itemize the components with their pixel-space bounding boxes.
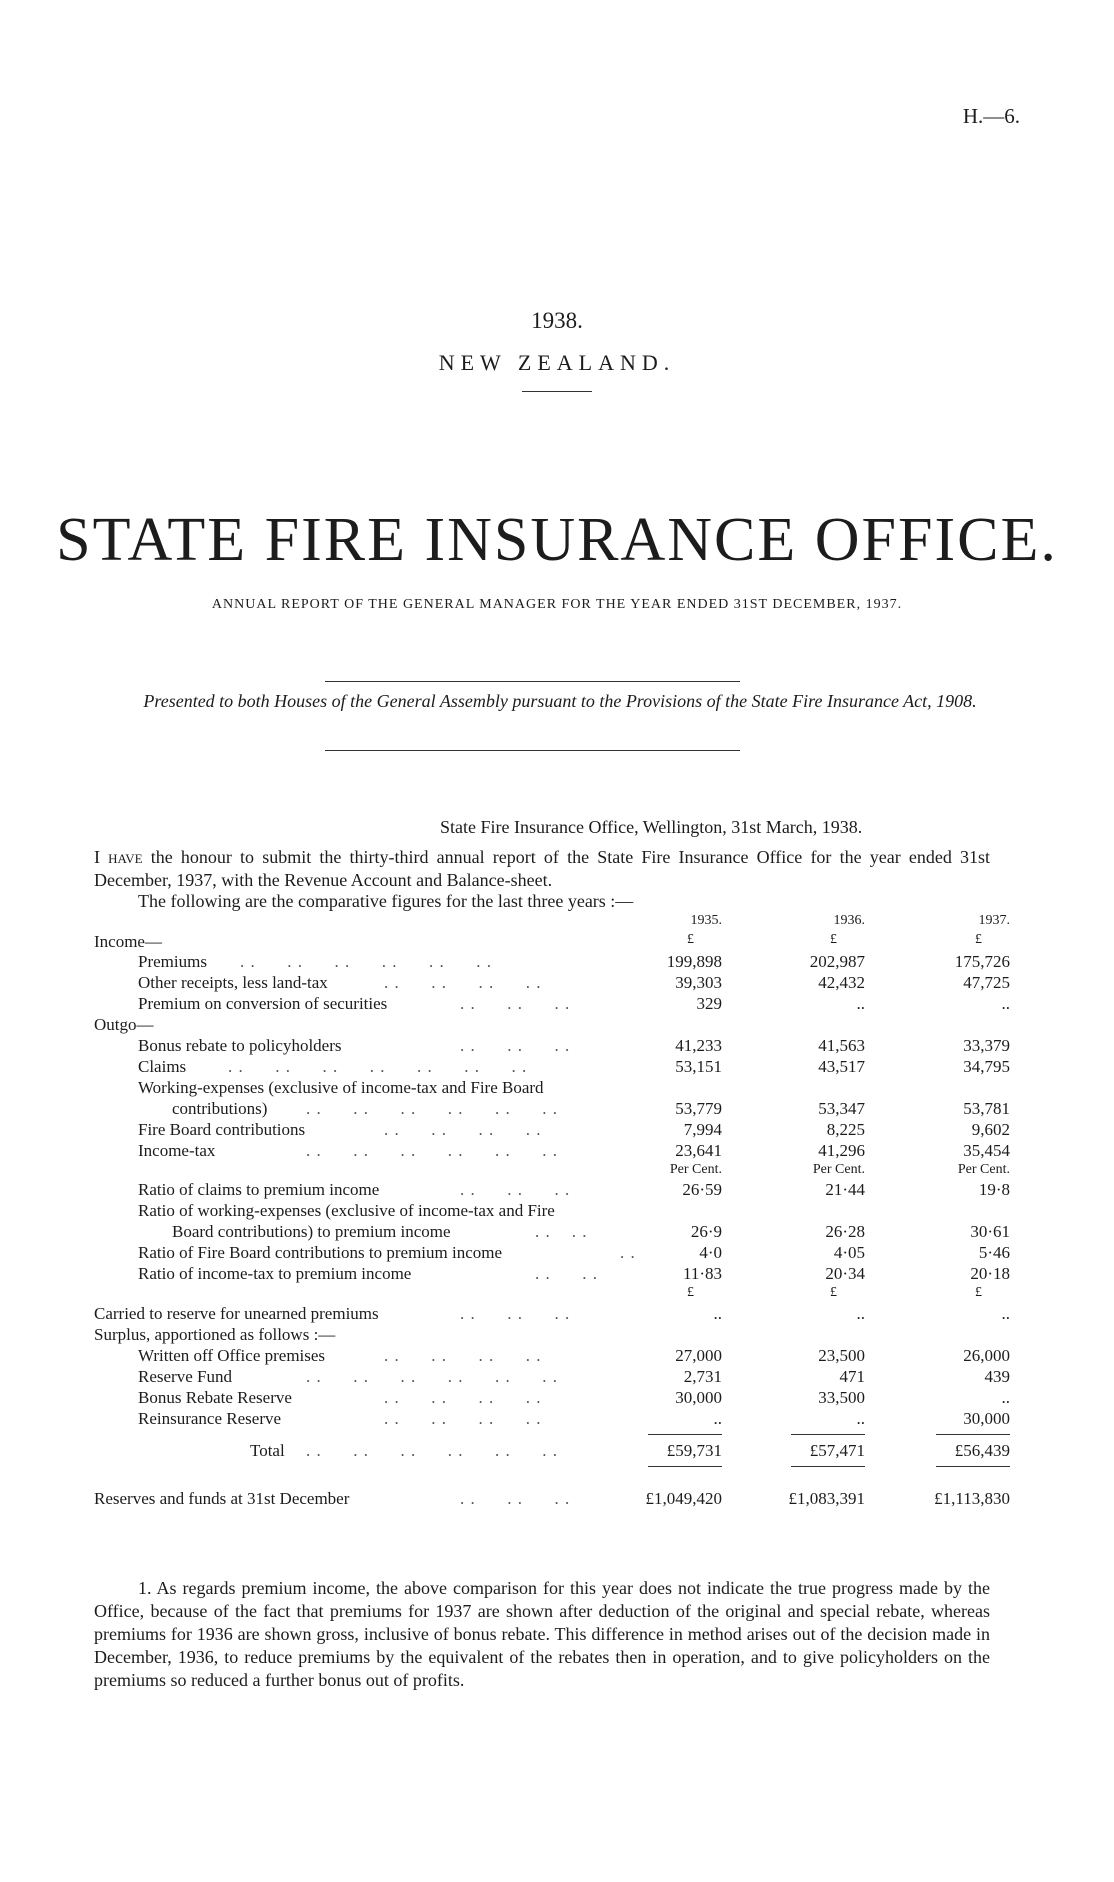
cell-carried-reserve-1937: ..	[1001, 1304, 1010, 1323]
unit-pound: £	[975, 1285, 982, 1300]
report-year: 1938.	[531, 308, 583, 333]
leader-dots: . . . . . . . . . . . .	[306, 1099, 558, 1118]
divider	[522, 391, 592, 392]
cell-claims-1935: 53,151	[675, 1057, 722, 1076]
row-label-total: Total	[250, 1441, 285, 1460]
cell-income-tax-1935: 23,641	[675, 1141, 722, 1160]
leader-dots: . . . . . . . . . . . .	[306, 1141, 558, 1160]
cell-ratio-working-1936: 26·28	[825, 1222, 865, 1241]
cell-premium-conversion-1937: ..	[1001, 994, 1010, 1013]
row-label-bonus-rebate: Bonus rebate to policyholders	[138, 1036, 342, 1055]
cell-written-off-1937: 26,000	[963, 1346, 1010, 1365]
income-heading: Income—	[94, 932, 162, 951]
leader-dots: . .	[620, 1243, 636, 1262]
row-label-fire-board: Fire Board contributions	[138, 1120, 306, 1139]
cell-other-receipts-1935: 39,303	[675, 973, 722, 992]
letterhead-line: State Fire Insurance Office, Wellington, 31st March, 1938.	[440, 817, 863, 837]
cell-ratio-working-1935: 26·9	[690, 1222, 722, 1241]
cell-ratio-fire-board-1937: 5·46	[978, 1243, 1010, 1262]
cell-written-off-1935: 27,000	[675, 1346, 722, 1365]
leader-dots: . . . . . . . .	[384, 1346, 542, 1365]
cell-carried-reserve-1935: ..	[713, 1304, 722, 1323]
cell-written-off-1936: 23,500	[818, 1346, 865, 1365]
row-label-premium-conversion: Premium on conversion of securities	[138, 994, 388, 1013]
total-rule	[648, 1434, 722, 1435]
cell-reserve-fund-1936: 471	[839, 1367, 865, 1386]
cell-claims-1936: 43,517	[818, 1057, 865, 1076]
report-subtitle: ANNUAL REPORT OF THE GENERAL MANAGER FOR THE YEAR ENDED 31ST DECEMBER, 1937.	[211, 597, 903, 612]
cell-reinsurance-reserve-1935: ..	[713, 1409, 722, 1428]
cell-income-tax-1936: 41,296	[818, 1141, 865, 1160]
intro-text: the honour to submit the thirty-third annual report of the State Fire Insurance Office for the year ended 31st December, 1937, with the Revenue Account and Balance-sheet.	[94, 847, 990, 890]
cell-other-receipts-1937: 47,725	[963, 973, 1010, 992]
unit-percent: Per Cent.	[812, 1162, 865, 1177]
leader-dots: . . . . . . . .	[384, 1120, 542, 1139]
leader-dots: . . . . . .	[460, 1489, 571, 1508]
cell-income-tax-1937: 35,454	[963, 1141, 1010, 1160]
divider	[325, 681, 740, 682]
cell-reinsurance-reserve-1937: 30,000	[963, 1409, 1010, 1428]
closing-paragraph: 1. As regards premium income, the above comparison for this year does not indicate the true progress made by the Office, because of the fact that premiums for 1937 are shown after deduction of the original and special rebate, whereas premiums for 1936 are shown gross, inclusive of bonus rebate. This difference in method arises out of the decision made in December, 1936, to reduce premiums by the equivalent of the rebates then in operation, and to give policyholders on the premiums so reduced a further bonus out of profits.	[94, 1578, 990, 1690]
row-label-premiums: Premiums	[138, 952, 207, 971]
row-label-working-expenses: Working-expenses (exclusive of income-tax and Fire Board	[138, 1078, 544, 1097]
row-label-reinsurance-reserve: Reinsurance Reserve	[138, 1409, 282, 1428]
unit-percent: Per Cent.	[957, 1162, 1010, 1177]
cell-working-expenses-1935: 53,779	[675, 1099, 722, 1118]
cell-premiums-1936: 202,987	[809, 952, 865, 971]
cell-premium-conversion-1935: 329	[696, 994, 722, 1013]
outgo-heading: Outgo—	[94, 1015, 154, 1034]
cell-bonus-rebate-1936: 41,563	[818, 1036, 865, 1055]
cell-premium-conversion-1936: ..	[856, 994, 865, 1013]
unit-pound: £	[830, 1285, 837, 1300]
cell-reserve-fund-1935: 2,731	[683, 1367, 722, 1386]
cell-bonus-rebate-reserve-1936: 33,500	[818, 1388, 865, 1407]
leader-dots: . . . .	[535, 1222, 588, 1241]
year-header-1935: 1935.	[690, 913, 722, 928]
cell-fire-board-1935: 7,994	[683, 1120, 722, 1139]
row-label-written-off: Written off Office premises	[138, 1346, 326, 1365]
page-title: STATE FIRE INSURANCE OFFICE.	[56, 506, 1058, 574]
leader-dots: . . . . . . . . . . . .	[306, 1367, 558, 1386]
cell-reserves-funds-1935: £1,049,420	[645, 1489, 722, 1508]
cell-ratio-income-tax-1936: 20·34	[825, 1264, 865, 1283]
cell-reserves-funds-1936: £1,083,391	[788, 1489, 865, 1508]
leader-dots: . . . . . . . . . . . .	[240, 952, 492, 971]
row-label-ratio-working-cont: Board contributions) to premium income	[172, 1222, 451, 1241]
row-label-ratio-income-tax: Ratio of income-tax to premium income	[138, 1264, 412, 1283]
row-label-claims: Claims	[138, 1057, 187, 1076]
total-rule	[791, 1434, 865, 1435]
unit-pound: £	[830, 932, 837, 947]
cell-reserve-fund-1937: 439	[984, 1367, 1010, 1386]
cell-ratio-fire-board-1935: 4·0	[699, 1243, 722, 1262]
row-label-ratio-claims: Ratio of claims to premium income	[138, 1180, 380, 1199]
cell-fire-board-1936: 8,225	[826, 1120, 865, 1139]
year-header-1937: 1937.	[978, 913, 1010, 928]
cell-fire-board-1937: 9,602	[971, 1120, 1010, 1139]
cell-bonus-rebate-1937: 33,379	[963, 1036, 1010, 1055]
leader-dots: . . . . . . . . . . . . . .	[228, 1057, 528, 1076]
surplus-heading: Surplus, apportioned as follows :—	[94, 1325, 336, 1344]
cell-ratio-claims-1937: 19·8	[978, 1180, 1010, 1199]
cell-ratio-fire-board-1936: 4·05	[833, 1243, 865, 1262]
row-label-ratio-working: Ratio of working-expenses (exclusive of income-tax and Fire	[138, 1201, 555, 1220]
cell-bonus-rebate-1935: 41,233	[675, 1036, 722, 1055]
cell-ratio-claims-1935: 26·59	[682, 1180, 722, 1199]
total-rule	[791, 1466, 865, 1467]
cell-working-expenses-1936: 53,347	[818, 1099, 865, 1118]
cell-ratio-income-tax-1935: 11·83	[682, 1264, 722, 1283]
leader-dots: . . . .	[535, 1264, 598, 1283]
cell-bonus-rebate-reserve-1937: ..	[1001, 1388, 1010, 1407]
presentation-note: Presented to both Houses of the General Assembly pursuant to the Provisions of the State Fire Insurance Act, 1908.	[143, 691, 977, 711]
intro-lead: I have	[94, 847, 143, 867]
total-rule	[648, 1466, 722, 1467]
leader-dots: . . . . . .	[460, 1180, 571, 1199]
cell-other-receipts-1936: 42,432	[818, 973, 865, 992]
total-rule	[936, 1466, 1010, 1467]
leader-dots: . . . . . . . .	[384, 1388, 542, 1407]
cell-ratio-claims-1936: 21·44	[825, 1180, 865, 1199]
cell-reserves-funds-1937: £1,113,830	[934, 1489, 1010, 1508]
cell-ratio-income-tax-1937: 20·18	[970, 1264, 1010, 1283]
divider	[325, 750, 740, 751]
cell-total-1937: £56,439	[954, 1441, 1010, 1460]
cell-carried-reserve-1936: ..	[856, 1304, 865, 1323]
leader-dots: . . . . . . . .	[384, 1409, 542, 1428]
row-label-bonus-rebate-reserve: Bonus Rebate Reserve	[138, 1388, 292, 1407]
cell-total-1935: £59,731	[666, 1441, 722, 1460]
country-heading: NEW ZEALAND.	[438, 350, 676, 375]
intro-paragraph	[94, 846, 990, 892]
leader-dots: . . . . . . . .	[384, 973, 542, 992]
unit-pound: £	[687, 932, 694, 947]
cell-claims-1937: 34,795	[963, 1057, 1010, 1076]
row-label-reserve-fund: Reserve Fund	[138, 1367, 232, 1386]
cell-total-1936: £57,471	[809, 1441, 865, 1460]
comparison-intro: The following are the comparative figures for the last three years :—	[138, 891, 634, 911]
leader-dots: . . . . . .	[460, 1036, 571, 1055]
unit-pound: £	[687, 1285, 694, 1300]
row-label-ratio-fire-board: Ratio of Fire Board contributions to premium income	[138, 1243, 503, 1262]
unit-pound: £	[975, 932, 982, 947]
total-rule	[936, 1434, 1010, 1435]
cell-reinsurance-reserve-1936: ..	[856, 1409, 865, 1428]
unit-percent: Per Cent.	[669, 1162, 722, 1177]
row-label-carried-reserve: Carried to reserve for unearned premiums	[94, 1304, 379, 1323]
page-reference: H.—6.	[962, 104, 1020, 128]
row-label-reserves-funds: Reserves and funds at 31st December	[94, 1489, 350, 1508]
row-label-working-expenses-cont: contributions)	[172, 1099, 268, 1118]
leader-dots: . . . . . . . . . . . .	[306, 1441, 558, 1460]
cell-ratio-working-1937: 30·61	[970, 1222, 1010, 1241]
leader-dots: . . . . . .	[460, 994, 571, 1013]
cell-working-expenses-1937: 53,781	[963, 1099, 1010, 1118]
cell-bonus-rebate-reserve-1935: 30,000	[675, 1388, 722, 1407]
cell-premiums-1937: 175,726	[954, 952, 1010, 971]
row-label-other-receipts: Other receipts, less land-tax	[138, 973, 328, 992]
cell-premiums-1935: 199,898	[666, 952, 722, 971]
leader-dots: . . . . . .	[460, 1304, 571, 1323]
year-header-1936: 1936.	[833, 913, 865, 928]
row-label-income-tax: Income-tax	[138, 1141, 216, 1160]
